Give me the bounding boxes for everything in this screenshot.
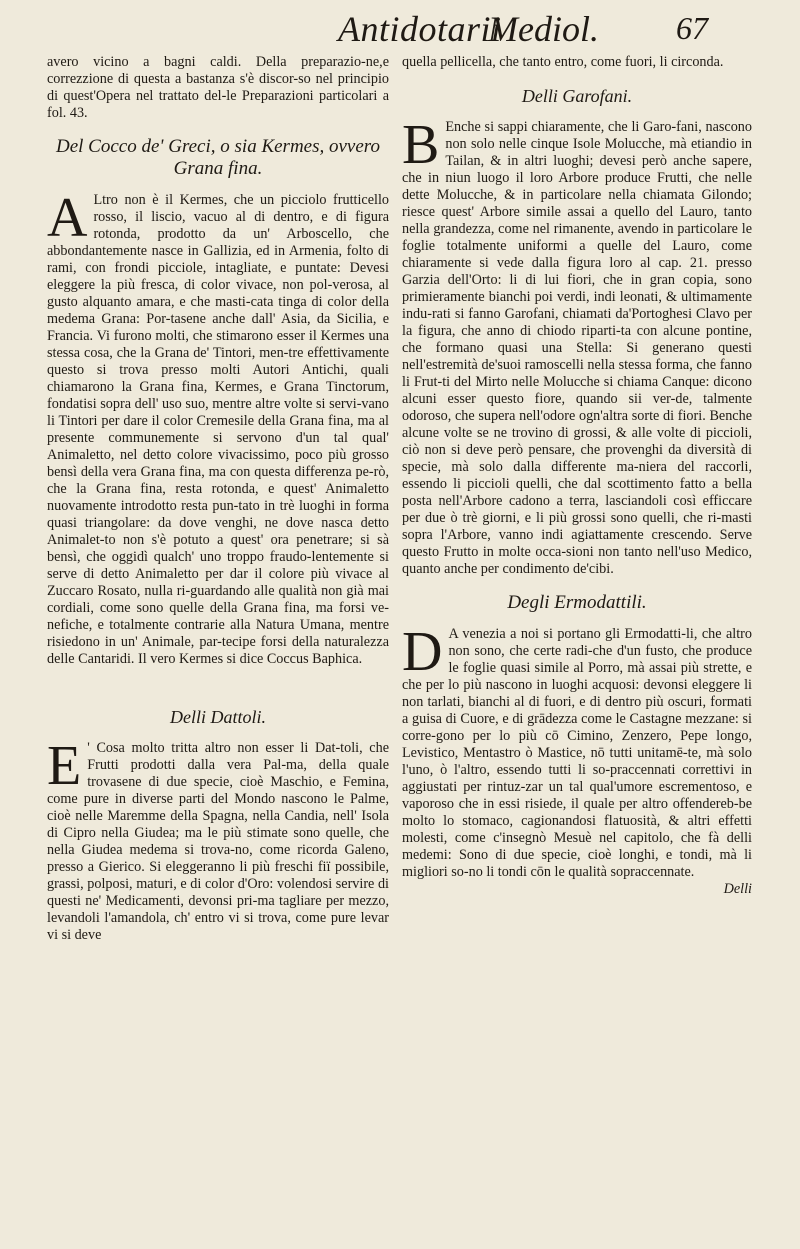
catchword: Delli [723, 881, 752, 897]
section-heading-ermodattili: Degli Ermodattili. [507, 592, 647, 613]
left-column [47, 54, 389, 944]
paragraph-ermodattili-text: A venezia a noi si portano gli Ermodatti-li, che altro non sono, che certe radi-che d'un fusto, che produce le foglie quasi simile al Porro, mà assai più strette, e che per lo più nascono in luoghi acquosi: devonsi eleggere li non tarlati, bianchi al di fuori, e di dentro più oscuri, formati a guisa di Cuore, e di grādezza come le Castagne mezzane: si corre-gono per lo più cō Cimino, Zenzero, Pepe longo, Levistico, Mentastro ò Mastice, nō tutti unitamē-te, mà solo l'uno, ò l'altro, essendo tutti li so-praccennati correttivi in aggiustati per rintuz-zar un tal qual'umore escrementoso, e vaporoso che in essi risiede, il quale per altro offendereb-be molto lo stomaco, cagionandosi flatuosità, & altri effetti molesti, come c'insegnò Mesuè nel capitolo, che fà delli medemi: Sono di due specie, cioè longhi, e tondi, mà li migliori so-no li tondi cōn le qualità sopraccennate. [402, 626, 752, 880]
left-intro-paragraph: avero vicino a bagni caldi. Della preparazio-ne,e correzzione di questa a bastanza s'è discor-so nel principio di quest'Opera nel trattato del-le Preparazioni particolari a fol. 43. [47, 54, 389, 121]
drop-cap-b: B [402, 114, 440, 176]
paragraph-cocco-text: Ltro non è il Kermes, che un picciolo frutticello rosso, il liscio, vacuo al di dentro, e di figura rotonda, prodotto da un' Arboscello, che abbondantemente nasce in Gallizia, ed in Armenia, folto di rami, con frondi picciole, intagliate, e puntate: Devesi eleggere la più fresca, di color vivace, non pol-verosa, al gusto alquanto amara, e che masti-cata tinga di color della medema Grana: Por-tasene anche dall' Asia, da Sicilia, e Francia. Vi furono molti, che stimarono esser il Kermes una stessa cosa, che la Grana de' Tintori, men-tre effettivamente questo si trova presso molti Autori Antichi, quali chiamarono la Grana fina, Kermes, e Grana Tinctorum, fondatisi sopra dell' uso suo, mentre altre volte si servi-vano li Tintori per dare il color Cremesile della Grana fina, ma al presente communemente si servono d'un tal qual' Animaletto, nel detto colore vivacissimo, poco più grosso bensì della vera Grana fina, ma con questa differenza pe-rò, che la Grana fina, resta rotonda, e quest' Animaletto nuovamente introdotto resta pun-tato in trè luoghi in forma quasi triangolare: da dove venghi, ne dove nasca detto Animalet-to non s'è potuto a quest' ora penetrare; si sà bensì, che oggidì qualch' uno troppo fraudo-lentemente si serve di detto Animaletto per dar il colore più vivace al Zuccaro Rosato, nulla ri-guardando alle qualità non già mai cordiali, come sono quelle della Grana fina, ma forsi ve-nefiche, e totalmente contrarie alla Natura Umana, mentre risiedono in un' Animale, par-tecipe forsi della naturalezza delle Cantaridi. Il vero Kermes si dice Coccus Baphica. [47, 192, 389, 667]
section-heading-garofani: Delli Garofani. [521, 86, 633, 106]
running-head [0, 6, 800, 54]
drop-cap-a: A [47, 187, 88, 249]
paragraph-garofani [402, 114, 752, 578]
section-heading-dattoli: Delli Dattoli. [170, 707, 266, 727]
drop-cap-d: D [402, 621, 443, 683]
running-head-left: Antidotarii [338, 9, 502, 49]
drop-cap-e: E [47, 735, 82, 797]
section-heading-cocco: Del Cocco de' Greci, o sia Kermes, ovvero Grana fina. [56, 136, 380, 179]
paragraph-garofani-text: Enche si sappi chiaramente, che li Garo-fani, nascono non solo nelle cinque Isole Molucche, mà etiandio in Tailan, & in altri luoghi; devesi però anche sapere, che in niun luogo il loro Arbore produce Frutti, che nelle dette Molucche, & in particolare nella chiamata Gilondo; riesce quest' Arbore simile assai a quello del Lauro, tanto nella grandezza, come nel rimanente, avendo in particolare le foglie totalmente uniformi a quelle del Lauro, come chiaramente si vede dalla figura loro al cap. 21. presso Garzia dell'Orto: li di lui fiori, che in gran copia, sono primieramente bianchi poi verdi, indi leonati, & ultimamente indu-rati si fanno Garofani, chiamati da'Portoghesi Clavo per la figura, che anno di chiodo riparti-ta con alcune pontine, che formano quasi una Stella: Si generano questi nell'estremità de'suoi ramoscelli nella stessa forma, che fanno li Frut-ti del Mirto nelle Molucche si chiama Canque: dicono alcuni esser questo fiore, quando sii ver-de, talmente odoroso, che supera nell'odore ogn'altra sorte di fiori. Benche alcune volte se ne trovino di grossi, & alle volte di piccioli, ciò non si deve però pensare, che provenghi da diversità di specie, mà solo dalla differente ma-niera del raccorli, essendo li piccioli quelli, che dal scottimento fatto a bella posta nell'Arbore cadono a terra, lasciandoli così efficcare per due ò trè giorni, e li più grossi sono quelli, che ri-masti sopra l'Arbore, vanno indi agiattamente crescendo. Serve questo Frutto in molte occa-sioni non tanto nell'uso Medico, quanto anche per condimento de'cibi. [402, 119, 752, 577]
paragraph-dattoli-text: ' Cosa molto tritta altro non esser li Dat-toli, che Frutti prodotti dalla vera Pal-ma, della quale trovasene di due specie, cioè Maschio, e Femina, come pure in diverse parti del Mondo nascono le Palme, cioè nelle Maremme della Spagna, nella Candia, nell' Isola di Cipro nella Giudea; ma le più stimate sono quelle, che nella Giudea medema si trova-no, come ricorda Galeno, presso a Gierico. Si eleggeranno li più freschi fiï possibile, grassi, polposi, maturi, e di color d'Oro: volendosi servire di questi ne' Medicamenti, devonsi pri-ma tagliare per mezzo, levandoli l'amandola, ch' entro vi si trova, come pure levar vi si deve [47, 740, 389, 943]
right-column [402, 54, 752, 898]
paragraph-dattoli [47, 735, 389, 944]
paragraph-ermodattili [402, 621, 752, 881]
right-intro-paragraph: quella pellicella, che tanto entro, come fuori, li circonda. [402, 54, 724, 70]
running-head-right: Mediol. [488, 9, 599, 49]
paragraph-cocco [47, 187, 389, 668]
page-number: 67 [676, 10, 708, 46]
